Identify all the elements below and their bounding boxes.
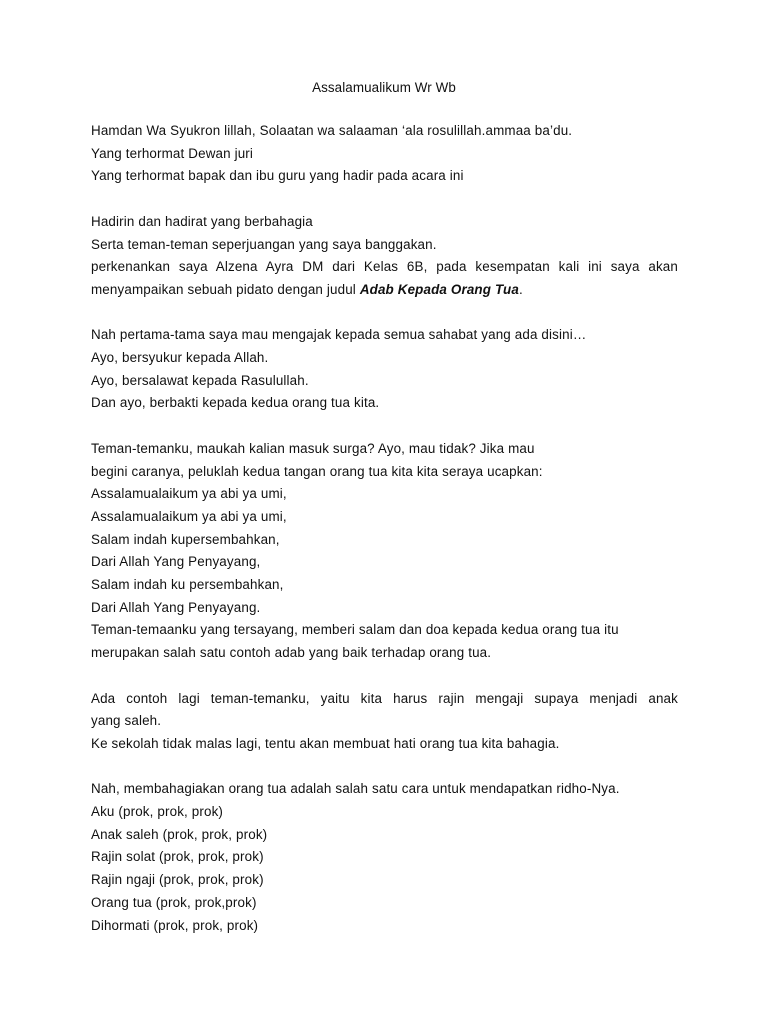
text-line: Yang terhormat Dewan juri	[91, 145, 254, 161]
text-line: Hadirin dan hadirat yang berbahagia	[91, 213, 313, 229]
paragraph-chant	[91, 778, 678, 937]
text-line: Dari Allah Yang Penyayang,	[91, 554, 261, 570]
text-line: Salam indah ku persembahkan,	[91, 577, 284, 593]
text-line: Serta teman-teman seperjuangan yang saya banggakan.	[91, 236, 437, 252]
paragraph-greeting-song	[91, 438, 678, 665]
text-line: merupakan salah satu contoh adab yang baik terhadap orang tua.	[91, 645, 492, 661]
text-line: Dari Allah Yang Penyayang.	[91, 599, 261, 615]
text-line: Rajin solat (prok, prok, prok)	[91, 849, 264, 865]
paragraph-example	[91, 688, 678, 756]
text-line-speech-title	[91, 279, 678, 302]
text-line: Aku (prok, prok, prok)	[91, 804, 224, 820]
document-body	[91, 120, 678, 937]
text-line: Dihormati (prok, prok, prok)	[91, 917, 259, 933]
text-line: perkenankan saya Alzena Ayra DM dari Kelas 6B, pada kesempatan kali ini saya akan	[91, 259, 678, 275]
text-line: Hamdan Wa Syukron lillah, Solaatan wa salaaman ‘ala rosulillah.ammaa ba’du.	[91, 123, 573, 138]
text-line: Ke sekolah tidak malas lagi, tentu akan membuat hati orang tua kita bahagia.	[91, 735, 560, 751]
text-line-prefix: menyampaikan sebuah pidato dengan judul	[91, 281, 360, 297]
text-line: Orang tua (prok, prok,prok)	[91, 894, 257, 910]
text-line: Anak saleh (prok, prok, prok)	[91, 826, 268, 842]
text-line: Assalamualaikum ya abi ya umi,	[91, 508, 287, 524]
text-line: Assalamualaikum ya abi ya umi,	[91, 486, 287, 502]
text-line: Yang terhormat bapak dan ibu guru yang hadir pada acara ini	[91, 168, 464, 184]
document-title: Assalamualikum Wr Wb	[312, 80, 456, 95]
text-line: Teman-temanku, maukah kalian masuk surga? Ayo, mau tidak? Jika mau	[91, 440, 535, 456]
text-line: Nah pertama-tama saya mau mengajak kepada semua sahabat yang ada disini…	[91, 327, 587, 343]
text-line: Ayo, bersyukur kepada Allah.	[91, 350, 269, 365]
text-line: Rajin ngaji (prok, prok, prok)	[91, 872, 264, 888]
paragraph-introduction	[91, 211, 678, 302]
speech-title-emphasis: Adab Kepada Orang Tua	[359, 281, 519, 297]
text-line: Nah, membahagiakan orang tua adalah salah satu cara untuk mendapatkan ridho-Nya.	[91, 781, 620, 797]
text-line: begini caranya, peluklah kedua tangan orang tua kita kita seraya ucapkan:	[91, 463, 543, 479]
paragraph-invitation	[91, 324, 678, 415]
text-line: yang saleh.	[91, 713, 162, 729]
text-line: Ada contoh lagi teman-temanku, yaitu kita harus rajin mengaji supaya menjadi anak	[91, 690, 678, 706]
text-line: Salam indah kupersembahkan,	[91, 531, 280, 547]
text-line: Dan ayo, berbakti kepada kedua orang tua kita.	[91, 395, 380, 411]
text-line: Ayo, bersalawat kepada Rasulullah.	[91, 372, 309, 388]
paragraph-greeting	[91, 120, 678, 188]
text-line: Teman-temaanku yang tersayang, memberi salam dan doa kepada kedua orang tua itu	[91, 622, 619, 638]
text-line-suffix: .	[518, 281, 523, 297]
